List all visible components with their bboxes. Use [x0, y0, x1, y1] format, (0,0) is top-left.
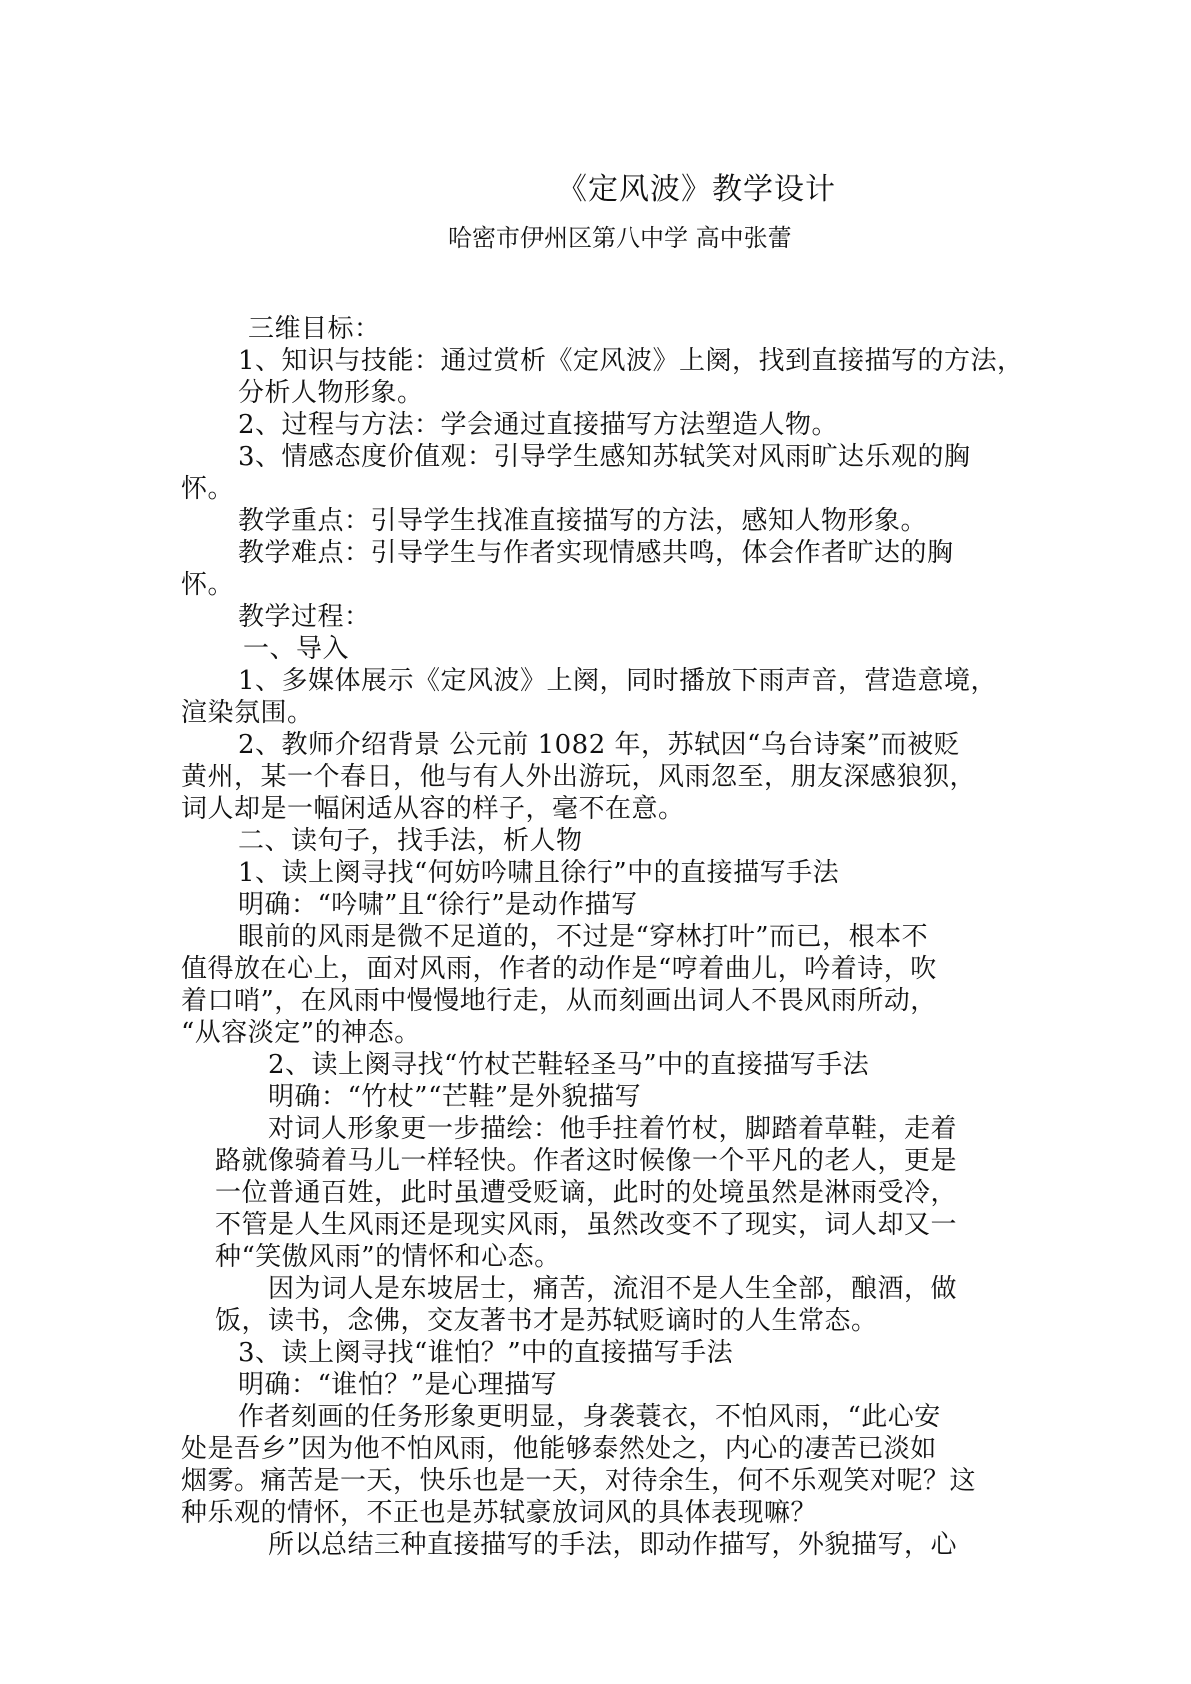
- text-line: 黄州，某一个春日，他与有人外出游玩，风雨忽至，朋友深感狼狈，: [181, 762, 977, 792]
- text-line: 路就像骑着马儿一样轻快。作者这时候像一个平凡的老人，更是: [215, 1146, 958, 1176]
- text-line: 2、教师介绍背景 公元前 1082 年，苏轼因“乌台诗案”而被贬: [238, 730, 961, 760]
- text-line: 词人却是一幅闲适从容的样子，毫不在意。: [181, 794, 685, 824]
- text-line: 二、读句子，找手法，析人物: [238, 826, 583, 856]
- text-line: 不管是人生风雨还是现实风雨，虽然改变不了现实，词人却又一: [215, 1210, 958, 1240]
- text-line: 1、多媒体展示《定风波》上阕，同时播放下雨声音，营造意境，: [238, 666, 998, 696]
- text-line: 1、读上阕寻找“何妨吟啸且徐行”中的直接描写手法: [238, 858, 840, 888]
- text-line: 着口哨”，在风雨中慢慢地行走，从而刻画出词人不畏风雨所动，: [181, 986, 937, 1016]
- text-line: 教学难点：引导学生与作者实现情感共鸣，体会作者旷达的胸: [238, 538, 954, 568]
- text-line: 渲染氛围。: [181, 698, 314, 728]
- text-line: 怀。: [181, 570, 235, 600]
- text-line: 教学过程：: [238, 602, 371, 632]
- text-line: 饭，读书，念佛，交友著书才是苏轼贬谪时的人生常态。: [215, 1306, 878, 1336]
- text-line: 分析人物形象。: [238, 378, 424, 408]
- text-line: “从容淡定”的神态。: [181, 1018, 421, 1048]
- text-line: 2、读上阕寻找“竹杖芒鞋轻圣马”中的直接描写手法: [268, 1050, 870, 1080]
- text-line: 怀。: [181, 474, 235, 504]
- text-line: 明确：“谁怕？”是心理描写: [238, 1370, 558, 1400]
- text-line: 1、知识与技能：通过赏析《定风波》上阕，找到直接描写的方法，: [238, 346, 1024, 376]
- text-line: 对词人形象更一步描绘：他手拄着竹杖，脚踏着草鞋，走着: [268, 1114, 958, 1144]
- text-line: 一位普通百姓，此时虽遭受贬谪，此时的处境虽然是淋雨受冷，: [215, 1178, 958, 1208]
- text-line: 种“笑傲风雨”的情怀和心态。: [215, 1242, 561, 1272]
- text-line: 值得放在心上，面对风雨，作者的动作是“哼着曲儿，吟着诗，吹: [181, 954, 937, 984]
- text-line: 三维目标：: [248, 314, 381, 344]
- text-line: 明确：“竹杖”“芒鞋”是外貌描写: [268, 1082, 642, 1112]
- text-line: 作者刻画的任务形象更明显，身袭蓑衣，不怕风雨，“此心安: [238, 1402, 941, 1432]
- author-line: 哈密市伊州区第八中学 高中张蕾: [448, 224, 792, 252]
- text-line: 烟雾。痛苦是一天，快乐也是一天，对待余生，何不乐观笑对呢？这: [181, 1466, 977, 1496]
- text-line: 种乐观的情怀，不正也是苏轼豪放词风的具体表现嘛？: [181, 1498, 818, 1528]
- text-line: 眼前的风雨是微不足道的，不过是“穿林打叶”而已，根本不: [238, 922, 929, 952]
- text-line: 处是吾乡”因为他不怕风雨，他能够泰然处之，内心的凄苦已淡如: [181, 1434, 937, 1464]
- text-line: 3、读上阕寻找“谁怕？”中的直接描写手法: [238, 1338, 734, 1368]
- document-title: 《定风波》教学设计: [557, 172, 836, 207]
- text-line: 所以总结三种直接描写的手法，即动作描写，外貌描写，心: [268, 1530, 958, 1560]
- text-line: 教学重点：引导学生找准直接描写的方法，感知人物形象。: [238, 506, 928, 536]
- text-line: 一、导入: [243, 634, 350, 664]
- text-line: 明确：“吟啸”且“徐行”是动作描写: [238, 890, 638, 920]
- text-line: 因为词人是东坡居士，痛苦，流泪不是人生全部，酿酒，做: [268, 1274, 958, 1304]
- text-line: 2、过程与方法：学会通过直接描写方法塑造人物。: [238, 410, 839, 440]
- text-line: 3、情感态度价值观：引导学生感知苏轼笑对风雨旷达乐观的胸: [238, 442, 971, 472]
